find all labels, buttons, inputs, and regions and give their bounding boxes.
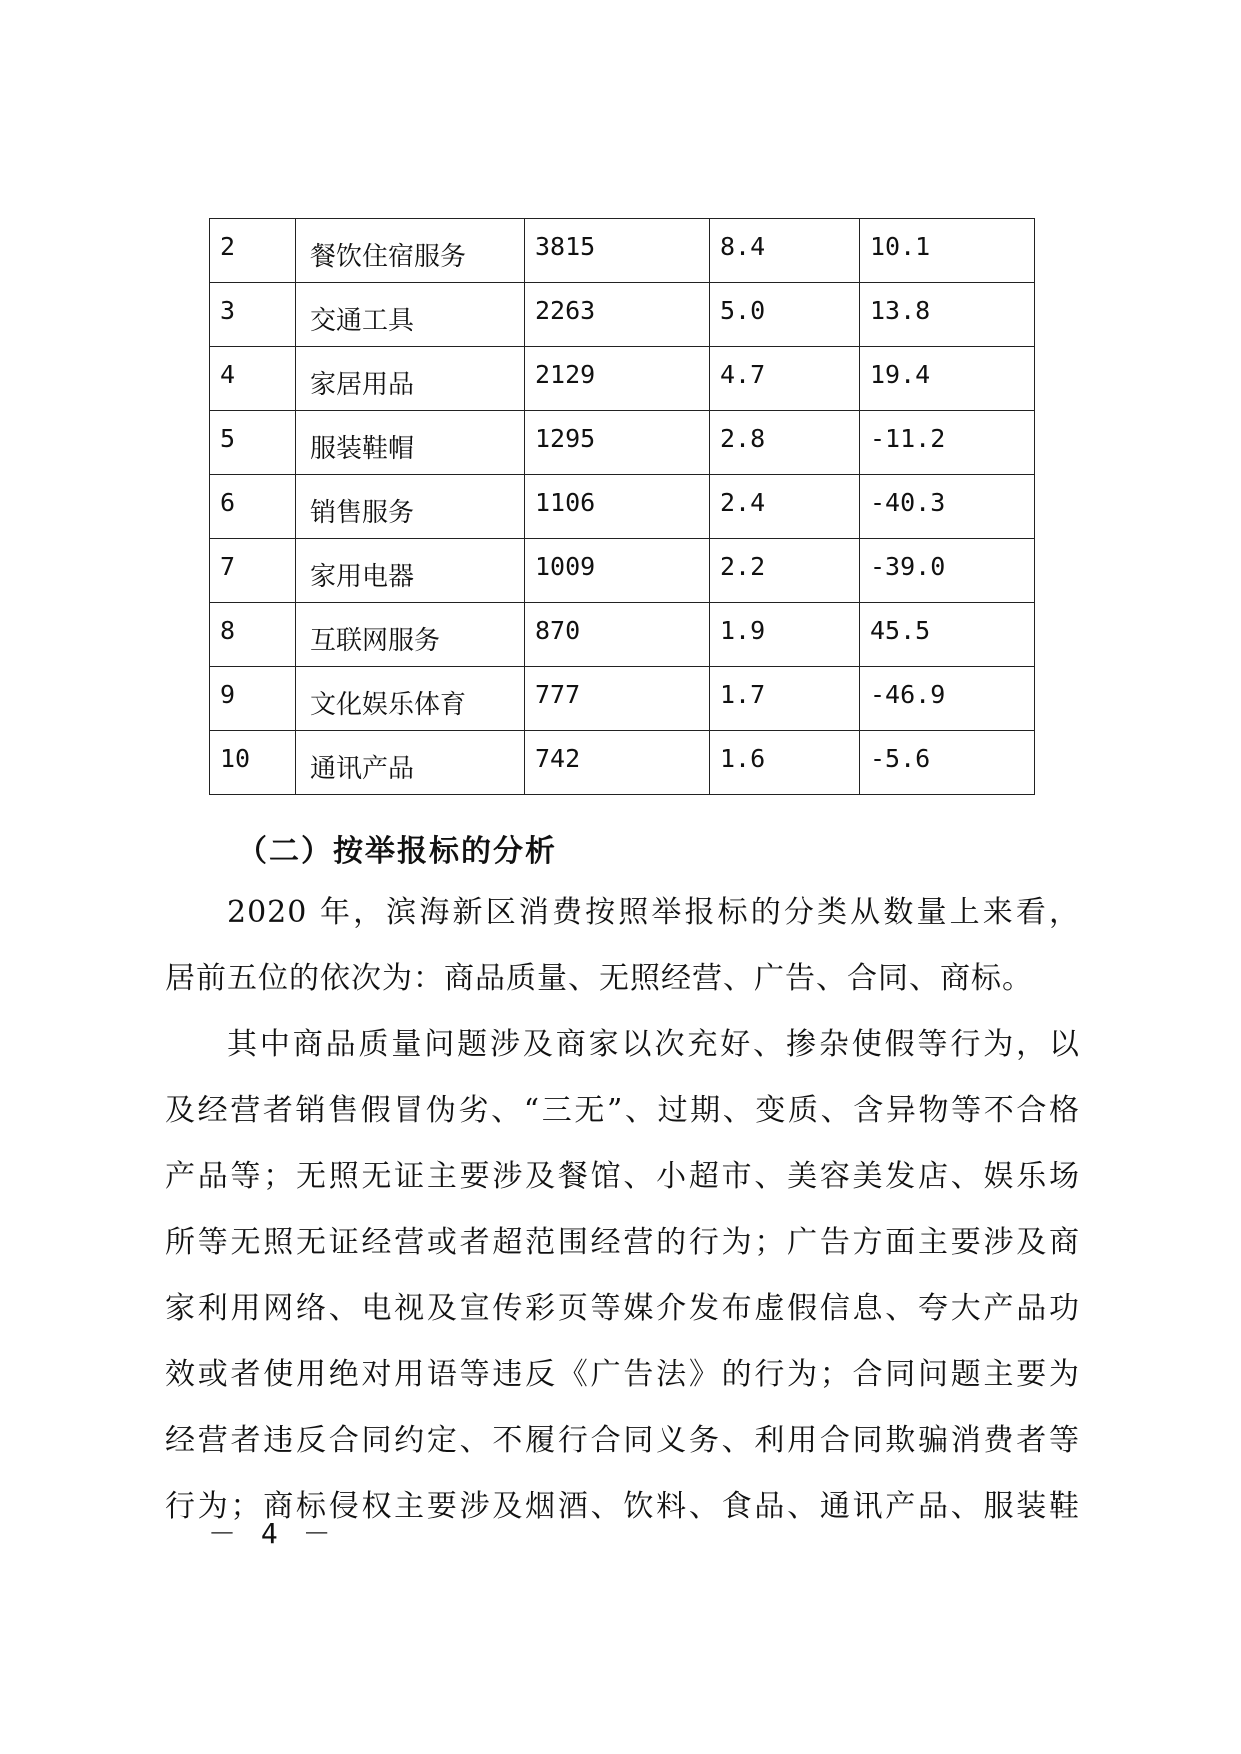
table-row <box>210 283 1035 347</box>
rank-cell: 8 <box>210 603 296 667</box>
category-cell: 服装鞋帽 <box>296 411 525 475</box>
table-row <box>210 539 1035 603</box>
paragraph-line: 居前五位的依次为：商品质量、无照经营、广告、合同、商标。 <box>165 961 1033 996</box>
share-cell: 4.7 <box>710 347 860 411</box>
count-cell: 777 <box>525 667 710 731</box>
table-row <box>210 731 1035 795</box>
share-cell: 2.8 <box>710 411 860 475</box>
paragraph-line: 其中商品质量问题涉及商家以次充好、掺杂使假等行为，以 <box>227 1027 1080 1062</box>
paragraph-line: 2020 年，滨海新区消费按照举报标的分类从数量上来看， <box>227 895 1080 930</box>
category-cell: 销售服务 <box>296 475 525 539</box>
paragraph-category-details <box>165 1012 1080 1540</box>
category-cell: 家居用品 <box>296 347 525 411</box>
paragraph-line: 家利用网络、电视及宣传彩页等媒介发布虚假信息、夸大产品功 <box>165 1291 1080 1326</box>
count-cell: 3815 <box>525 219 710 283</box>
share-cell: 2.2 <box>710 539 860 603</box>
rank-cell: 3 <box>210 283 296 347</box>
count-cell: 1295 <box>525 411 710 475</box>
share-cell: 5.0 <box>710 283 860 347</box>
change-cell: -39.0 <box>860 539 1035 603</box>
share-cell: 1.7 <box>710 667 860 731</box>
rank-cell: 2 <box>210 219 296 283</box>
rank-cell: 10 <box>210 731 296 795</box>
rank-cell: 9 <box>210 667 296 731</box>
rank-cell: 4 <box>210 347 296 411</box>
category-cell: 餐饮住宿服务 <box>296 219 525 283</box>
table-row <box>210 603 1035 667</box>
share-cell: 1.9 <box>710 603 860 667</box>
count-cell: 2263 <box>525 283 710 347</box>
rank-cell: 6 <box>210 475 296 539</box>
change-cell: -11.2 <box>860 411 1035 475</box>
paragraph-line: 产品等；无照无证主要涉及餐馆、小超市、美容美发店、娱乐场 <box>165 1159 1080 1194</box>
complaint-category-table <box>209 218 1035 795</box>
paragraph-line: 效或者使用绝对用语等违反《广告法》的行为；合同问题主要为 <box>165 1357 1080 1392</box>
share-cell: 8.4 <box>710 219 860 283</box>
table-row <box>210 219 1035 283</box>
change-cell: 13.8 <box>860 283 1035 347</box>
change-cell: -40.3 <box>860 475 1035 539</box>
table-row <box>210 667 1035 731</box>
paragraph-ranking-summary <box>165 880 1080 1012</box>
paragraph-line: 及经营者销售假冒伪劣、“三无”、过期、变质、含异物等不合格 <box>165 1093 1080 1128</box>
rank-cell: 5 <box>210 411 296 475</box>
category-cell: 互联网服务 <box>296 603 525 667</box>
table-body <box>210 219 1035 795</box>
paragraph-line: 经营者违反合同约定、不履行合同义务、利用合同欺骗消费者等 <box>165 1423 1080 1458</box>
category-cell: 通讯产品 <box>296 731 525 795</box>
paragraph-line: 行为；商标侵权主要涉及烟酒、饮料、食品、通讯产品、服装鞋 <box>165 1489 1080 1524</box>
paragraph-line: 所等无照无证经营或者超范围经营的行为；广告方面主要涉及商 <box>165 1225 1080 1260</box>
count-cell: 742 <box>525 731 710 795</box>
rank-cell: 7 <box>210 539 296 603</box>
change-cell: 19.4 <box>860 347 1035 411</box>
count-cell: 870 <box>525 603 710 667</box>
share-cell: 2.4 <box>710 475 860 539</box>
category-cell: 家用电器 <box>296 539 525 603</box>
table-row <box>210 411 1035 475</box>
change-cell: -46.9 <box>860 667 1035 731</box>
table-row <box>210 475 1035 539</box>
change-cell: -5.6 <box>860 731 1035 795</box>
change-cell: 10.1 <box>860 219 1035 283</box>
change-cell: 45.5 <box>860 603 1035 667</box>
share-cell: 1.6 <box>710 731 860 795</box>
category-cell: 交通工具 <box>296 283 525 347</box>
category-cell: 文化娱乐体育 <box>296 667 525 731</box>
count-cell: 2129 <box>525 347 710 411</box>
page-number: － 4 － <box>208 1517 335 1550</box>
table-row <box>210 347 1035 411</box>
section-heading: （二）按举报标的分析 <box>237 834 557 869</box>
count-cell: 1009 <box>525 539 710 603</box>
count-cell: 1106 <box>525 475 710 539</box>
